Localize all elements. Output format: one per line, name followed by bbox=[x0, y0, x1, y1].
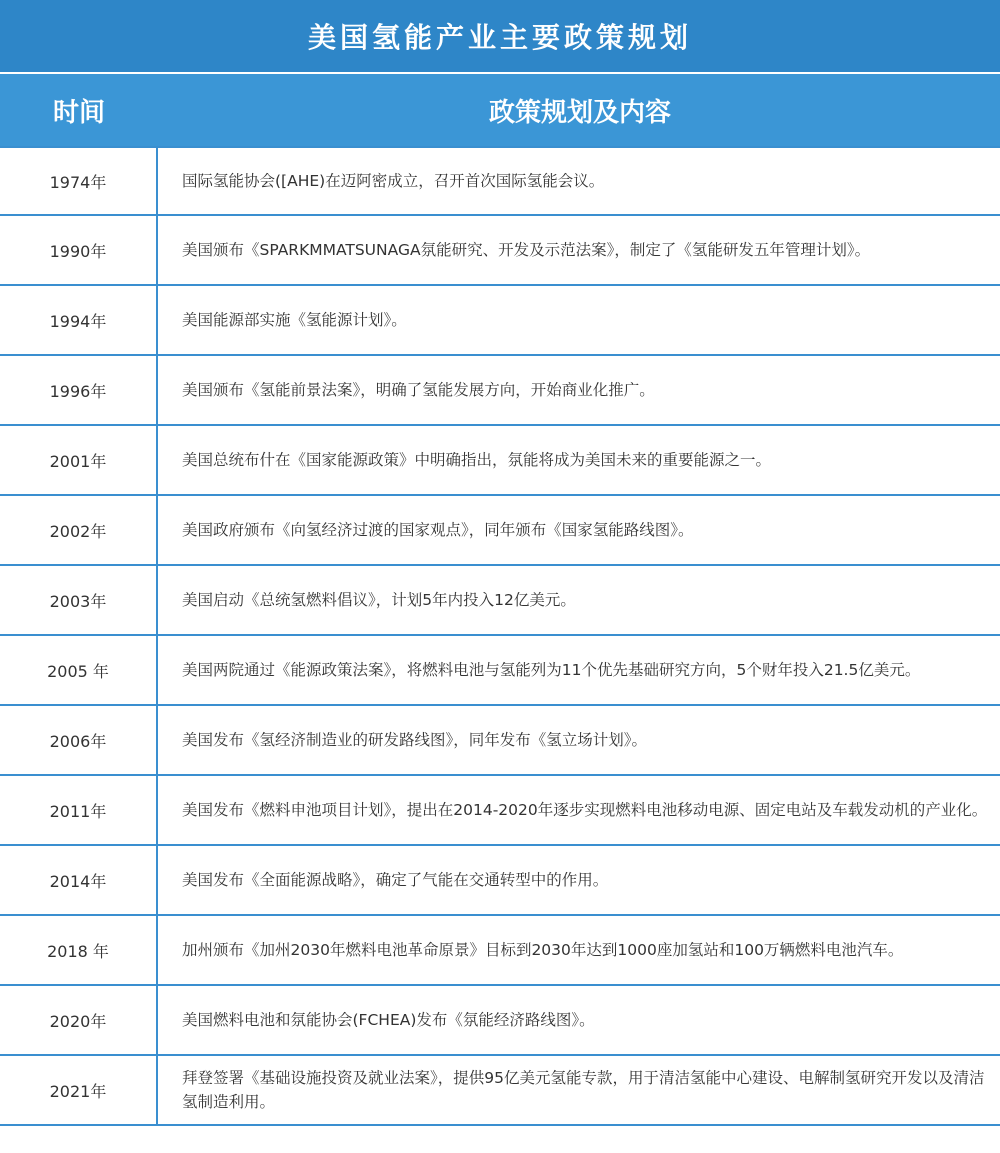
content-cell bbox=[158, 496, 1000, 564]
year-cell: 2003年 bbox=[0, 566, 158, 634]
table-row bbox=[0, 776, 1000, 846]
table-header bbox=[0, 74, 1000, 146]
content-cell bbox=[158, 706, 1000, 774]
table-row bbox=[0, 426, 1000, 496]
year-cell: 2021年 bbox=[0, 1056, 158, 1124]
policy-table-body bbox=[0, 146, 1000, 1126]
content-text: 美国颁布《SPARKMMATSUNAGA氛能研究、开发及示范法案》，制定了《氢能研发五年管理计划》。 bbox=[182, 241, 871, 259]
header-time: 时间 bbox=[52, 97, 105, 128]
year-cell: 2011年 bbox=[0, 776, 158, 844]
content-cell bbox=[158, 286, 1000, 354]
table-title: 美国氢能产业主要政策规划 bbox=[0, 0, 1000, 72]
content-text: 美国能源部实施《氢能源计划》。 bbox=[182, 311, 407, 329]
content-text: 美国发布《全面能源战略》，确定了气能在交通转型中的作用。 bbox=[182, 871, 609, 889]
table-row bbox=[0, 706, 1000, 776]
content-text: 美国两院通过《能源政策法案》，将燃料电池与氢能列为11个优先基础研究方向，5个财年投入21.5亿美元。 bbox=[182, 661, 921, 679]
year-cell: 1994年 bbox=[0, 286, 158, 354]
content-cell bbox=[158, 916, 1000, 984]
content-cell bbox=[158, 216, 1000, 284]
table-row bbox=[0, 1056, 1000, 1126]
table-row bbox=[0, 916, 1000, 986]
content-text: 拜登签署《基础设施投资及就业法案》，提供95亿美元氢能专款，用于清洁氢能中心建设、电解制氢研究开发以及清洁氢制造利用。 bbox=[182, 1069, 985, 1111]
year-cell: 2005 年 bbox=[0, 636, 158, 704]
content-text: 美国发布《燃料申池项目计划》，提出在2014-2020年逐步实现燃料电池移动电源、固定电站及车载发动机的产业化。 bbox=[182, 801, 988, 819]
content-cell bbox=[158, 1056, 1000, 1124]
year-cell: 2002年 bbox=[0, 496, 158, 564]
content-cell bbox=[158, 148, 1000, 214]
year-cell: 2020年 bbox=[0, 986, 158, 1054]
content-text: 美国启动《总统氢燃料倡议》，计划5年内投入12亿美元。 bbox=[182, 591, 576, 609]
content-cell bbox=[158, 986, 1000, 1054]
table-row bbox=[0, 286, 1000, 356]
year-cell: 2014年 bbox=[0, 846, 158, 914]
table-row bbox=[0, 496, 1000, 566]
content-text: 美国政府颁布《向氢经济过渡的国家观点》，同年颁布《国家氢能路线图》。 bbox=[182, 521, 694, 539]
header-content: 政策规划及内容 bbox=[488, 97, 671, 128]
table-row bbox=[0, 846, 1000, 916]
year-cell: 2018 年 bbox=[0, 916, 158, 984]
year-cell: 1974年 bbox=[0, 148, 158, 214]
content-text: 美国燃料电池和氛能协会(FCHEA)发布《氛能经济路线图》。 bbox=[182, 1011, 595, 1029]
table-row bbox=[0, 356, 1000, 426]
content-text: 国际氢能协会([AHE)在迈阿密成立，召开首次国际氢能会议。 bbox=[182, 172, 605, 190]
content-text: 加州颁布《加州2030年燃料电池革命原景》目标到2030年达到1000座加氢站和100万辆燃料电池汽车。 bbox=[182, 941, 904, 959]
table-row bbox=[0, 636, 1000, 706]
content-cell bbox=[158, 636, 1000, 704]
content-cell bbox=[158, 426, 1000, 494]
content-text: 美国总统布什在《国家能源政策》中明确指出，氛能将成为美国未来的重要能源之一。 bbox=[182, 451, 772, 469]
table-row bbox=[0, 566, 1000, 636]
content-text: 美国颁布《氢能前景法案》，明确了氢能发展方向，开始商业化推广。 bbox=[182, 381, 655, 399]
table-row bbox=[0, 216, 1000, 286]
year-cell: 1990年 bbox=[0, 216, 158, 284]
year-cell: 2001年 bbox=[0, 426, 158, 494]
table-row bbox=[0, 986, 1000, 1056]
content-cell bbox=[158, 356, 1000, 424]
content-cell bbox=[158, 776, 1000, 844]
year-cell: 2006年 bbox=[0, 706, 158, 774]
year-cell: 1996年 bbox=[0, 356, 158, 424]
content-cell bbox=[158, 846, 1000, 914]
table-row bbox=[0, 146, 1000, 216]
content-cell bbox=[158, 566, 1000, 634]
content-text: 美国发布《氢经济制造业的研发路线图》，同年发布《氢立场计划》。 bbox=[182, 731, 648, 749]
